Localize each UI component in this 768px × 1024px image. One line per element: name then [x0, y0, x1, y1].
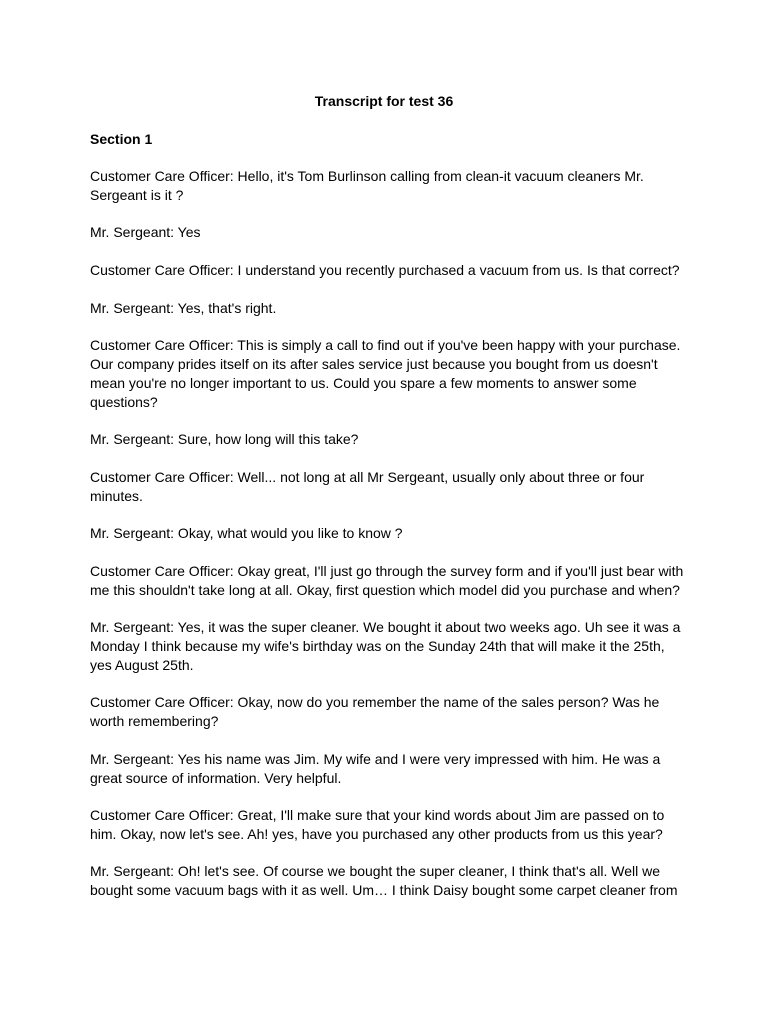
transcript-paragraph [90, 336, 690, 411]
transcript-line: Mr. Sergeant: Yes, that's right. [90, 299, 277, 316]
transcript-line: worth remembering? [90, 713, 219, 730]
transcript-line: yes August 25th. [90, 656, 194, 673]
transcript-paragraph [90, 524, 690, 543]
document-title: Transcript for test 36 [314, 93, 454, 109]
transcript-line: Mr. Sergeant: Sure, how long will this take? [90, 431, 359, 448]
transcript-line: Mr. Sergeant: Oh! let's see. Of course we bought the super cleaner, I think that's all. Well we [90, 863, 661, 880]
section-heading: Section 1 [90, 131, 153, 147]
transcript-line: him. Okay, now let's see. Ah! yes, have you purchased any other products from us this year? [90, 825, 663, 842]
transcript-line: minutes. [90, 487, 143, 504]
transcript-line: Mr. Sergeant: Okay, what would you like to know ? [90, 525, 403, 542]
transcript-line: me this shouldn't take long at all. Okay, first question which model did you purchase and when? [90, 581, 680, 598]
transcript-line: Sergeant is it ? [90, 186, 184, 203]
transcript-paragraph [90, 468, 690, 506]
transcript-paragraph [90, 693, 690, 731]
transcript-line: Customer Care Officer: I understand you recently purchased a vacuum from us. Is that correct? [90, 261, 680, 278]
transcript-paragraph [90, 223, 690, 242]
transcript-line: Mr. Sergeant: Yes his name was Jim. My wife and I were very impressed with him. He was a [90, 750, 661, 767]
transcript-paragraph [90, 618, 690, 674]
transcript-line: great source of information. Very helpful. [90, 769, 342, 786]
transcript-paragraph [90, 562, 690, 600]
transcript-line: bought some vacuum bags with it as well. Um… I think Daisy bought some carpet cleaner from [90, 882, 678, 899]
transcript-paragraph [90, 299, 690, 318]
transcript-paragraph [90, 750, 690, 788]
transcript-line: Our company prides itself on its after sales service just because you bought from us doesn't [90, 355, 658, 372]
transcript-line: mean you're no longer important to us. Could you spare a few moments to answer some [90, 374, 637, 391]
transcript-line: Customer Care Officer: Hello, it's Tom Burlinson calling from clean-it vacuum cleaners Mr. [90, 168, 644, 184]
transcript-paragraph [90, 167, 690, 205]
transcript-line: Mr. Sergeant: Yes [90, 224, 201, 241]
transcript-paragraph [90, 430, 690, 449]
transcript-paragraph [90, 862, 690, 900]
transcript-line: Mr. Sergeant: Yes, it was the super cleaner. We bought it about two weeks ago. Uh see it was a [90, 619, 681, 636]
transcript-paragraph [90, 806, 690, 844]
transcript-line: questions? [90, 393, 158, 410]
transcript-paragraphs [90, 167, 690, 900]
transcript-line: Customer Care Officer: Okay great, I'll just go through the survey form and if you'll just bear with [90, 562, 684, 579]
transcript-line: Customer Care Officer: Okay, now do you remember the name of the sales person? Was he [90, 694, 660, 711]
transcript-line: Customer Care Officer: This is simply a call to find out if you've been happy with your purchase. [90, 337, 681, 354]
transcript-line: Customer Care Officer: Great, I'll make sure that your kind words about Jim are passed on to [90, 807, 665, 824]
transcript-line: Monday I think because my wife's birthday was on the Sunday 24th that will make it the 25th, [90, 637, 665, 654]
document-body [90, 130, 690, 919]
transcript-line: Customer Care Officer: Well... not long at all Mr Sergeant, usually only about three or four [90, 468, 645, 485]
transcript-paragraph [90, 261, 690, 280]
